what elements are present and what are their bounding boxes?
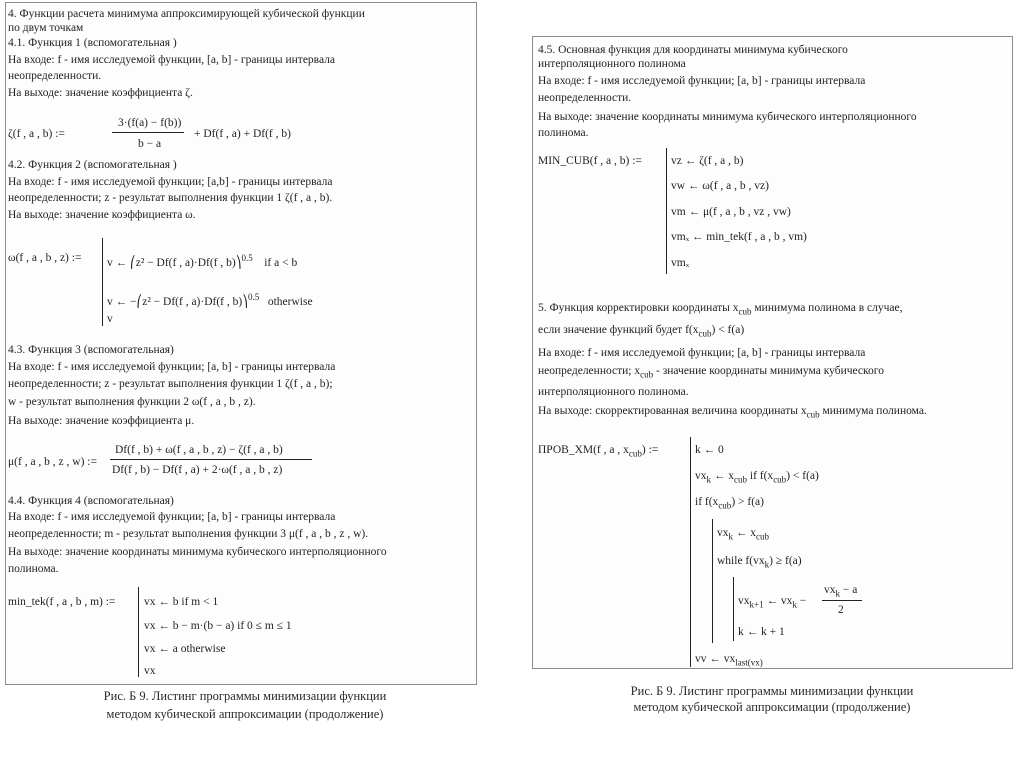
function6-row8 [695, 652, 763, 669]
function6-input-line2 [538, 364, 884, 381]
function2-row2-expr: v ← −⎛z² − Df(f , a)·Df(f , b)⎞ [107, 295, 248, 308]
function6-lhs-part1: ПРОВ_XM(f , a , x [538, 444, 629, 456]
function6-row2-sub3: cub [773, 474, 787, 485]
function5-output-line1: На выходе: значение координаты минимума кубического интерполяционного [538, 111, 917, 123]
function6-row1: k ← 0 [695, 444, 724, 456]
function6-row6-fraction-bar [822, 600, 862, 601]
function6-output-part1: На выходе: скорректированная величина координаты x [538, 405, 807, 417]
function6-lhs-part2: ) := [641, 444, 659, 456]
function6-input-part1: неопределенности; x [538, 365, 641, 377]
function6-row6-c: − [796, 595, 807, 607]
function6-row2-d: ) < f(a) [786, 470, 819, 482]
function5-output-line2: полинома. [538, 127, 589, 139]
function3-fraction-bar [110, 459, 312, 460]
function5-input-line2: неопределенности. [538, 92, 632, 104]
function2-row2 [107, 290, 313, 309]
function6-row8-a: vv ← vx [695, 653, 736, 665]
function3-title: 4.3. Функция 3 (вспомогательная) [8, 344, 174, 356]
function6-title-line2 [538, 323, 744, 340]
function6-row6-b: ← vx [763, 595, 793, 607]
function2-row3: v [107, 313, 113, 325]
function5-title-line1: 4.5. Основная функция для координаты минимума кубического [538, 44, 848, 56]
function5-row2: vw ← ω(f , a , b , vz) [671, 180, 769, 192]
function2-row1-expr: v ← ⎛z² − Df(f , a)·Df(f , b)⎞ [107, 256, 242, 269]
function1-output: На выходе: значение коэффициента ζ. [8, 87, 193, 99]
function5-program-bar [666, 148, 667, 274]
function6-output-part2: минимума полинома. [819, 405, 927, 417]
function6-row4 [717, 526, 769, 543]
function1-numerator: 3·(f(a) − f(b)) [118, 117, 182, 129]
function1-input-line2: неопределенности. [8, 70, 102, 82]
function6-row4-sub1: k [728, 531, 733, 542]
function6-row5 [717, 554, 802, 571]
function6-title-sub: cub [738, 306, 752, 317]
function3-input-line3: w - результат выполнения функции 2 ω(f , a , b , z). [8, 396, 256, 408]
function6-row2-sub2: cub [734, 474, 747, 485]
function6-if-bar [712, 519, 713, 643]
function3-lhs: μ(f , a , b , z , w) := [8, 456, 97, 468]
function6-row2-sub1: k [706, 474, 711, 485]
function6-input-line3: интерполяционного полинома. [538, 386, 689, 398]
function6-while-bar [733, 577, 734, 641]
left-caption-line2: методом кубической аппроксимации (продолжение) [106, 707, 384, 721]
function6-row6-numerator [824, 583, 857, 600]
function6-row6 [738, 594, 806, 611]
function1-denominator: b − a [138, 138, 162, 150]
function6-row2-b: ← x [711, 470, 734, 482]
right-caption-line2: методом кубической аппроксимации (продолжение) [633, 700, 911, 714]
function4-output-line1: На выходе: значение координаты минимума кубического интерполяционного [8, 546, 387, 558]
function6-output-sub: cub [806, 409, 820, 420]
right-caption-line1: Рис. Б 9. Листинг программы минимизации функции [630, 684, 914, 698]
function4-row2: vx ← b − m·(b − a) if 0 ≤ m ≤ 1 [144, 620, 292, 632]
function6-lhs-sub: cub [628, 448, 642, 459]
function6-row2-c: if f(x [747, 470, 774, 482]
function6-row3-a: if f(x [695, 496, 719, 508]
function6-row4-a: vx [717, 527, 729, 539]
function6-row5-a: while f(vx [717, 555, 765, 567]
function6-output [538, 404, 927, 421]
function4-input-line1: На входе: f - имя исследуемой функции; [a, b] - границы интервала [8, 511, 336, 523]
function2-row1 [107, 251, 297, 270]
function2-row1-exponent: 0.5 [241, 253, 253, 263]
function5-row4: vmₓ ← min_tek(f , a , b , vm) [671, 231, 807, 243]
function2-title: 4.2. Функция 2 (вспомогательная ) [8, 159, 177, 171]
function2-row2-exponent: 0.5 [247, 292, 260, 302]
function5-input-line1: На входе: f - имя исследуемой функции; [a, b] - границы интервала [538, 75, 866, 87]
function1-tail: + Df(f , a) + Df(f , b) [194, 128, 291, 140]
function4-row1: vx ← b if m < 1 [144, 596, 219, 608]
function4-title: 4.4. Функция 4 (вспомогательная) [8, 495, 174, 507]
function6-input-part2: - значение координаты минимума кубического [653, 365, 884, 377]
function6-title-part2: минимума полинома в случае, [751, 302, 903, 314]
function6-row6-sub2: k [792, 599, 797, 610]
section-heading-line1: 4. Функции расчета минимума аппроксимирующей кубической функции [8, 8, 365, 20]
function6-row6-num-sub: k [835, 588, 840, 599]
function6-cond-part2: ) < f(a) [711, 324, 745, 336]
function6-row6-sub1: k+1 [749, 599, 764, 610]
function6-row6-a: vx [738, 595, 750, 607]
function6-cond-sub: cub [698, 328, 712, 339]
function6-row3 [695, 495, 764, 512]
function3-output: На выходе: значение коэффициента μ. [8, 415, 195, 427]
function5-title-line2: интерполяционного полинома [538, 58, 686, 70]
function5-row1: vz ← ζ(f , a , b) [671, 155, 744, 167]
function2-output: На выходе: значение коэффициента ω. [8, 209, 196, 221]
function6-row5-b: ) ≥ f(a) [769, 555, 802, 567]
function4-program-bar [138, 587, 139, 677]
function6-row3-sub: cub [718, 500, 732, 511]
function6-row2-a: vx [695, 470, 707, 482]
function6-input-line1: На входе: f - имя исследуемой функции; [a, b] - границы интервала [538, 347, 866, 359]
function6-row2 [695, 469, 819, 486]
function2-row1-condition: if a < b [264, 256, 298, 269]
function4-row4: vx [144, 665, 156, 677]
function4-row3: vx ← a otherwise [144, 643, 226, 655]
function3-input-line1: На входе: f - имя исследуемой функции; [a, b] - границы интервала [8, 361, 336, 373]
function6-title-line1 [538, 301, 902, 318]
function4-input-line2: неопределенности; m - результат выполнения функции 3 μ(f , a , b , z , w). [8, 528, 369, 540]
function1-input-line1: На входе: f - имя исследуемой функции, [a, b] - границы интервала [8, 54, 336, 66]
function3-denominator: Df(f , b) − Df(f , a) + 2·ω(f , a , b , z) [112, 464, 283, 476]
function2-input-line1: На входе: f - имя исследуемой функции; [a,b] - границы интервала [8, 176, 333, 188]
function5-row5: vmₓ [671, 257, 690, 269]
function6-row4-b: ← x [733, 527, 756, 539]
function2-input-line2: неопределенности; z - результат выполнения функции 1 ζ(f , a , b). [8, 192, 333, 204]
function5-row3: vm ← μ(f , a , b , vz , vw) [671, 206, 791, 218]
function3-numerator: Df(f , b) + ω(f , a , b , z) − ζ(f , a , b) [115, 444, 283, 456]
function6-row3-b: ) > f(a) [731, 496, 764, 508]
function6-row6-denominator: 2 [838, 604, 844, 616]
function6-row7: k ← k + 1 [738, 626, 785, 638]
function6-program-bar [690, 437, 691, 667]
function6-lhs [538, 443, 658, 460]
function2-lhs: ω(f , a , b , z) := [8, 252, 82, 264]
function1-title: 4.1. Функция 1 (вспомогательная ) [8, 37, 177, 49]
function6-row8-sub: last(vx) [735, 657, 763, 668]
function4-output-line2: полинома. [8, 563, 59, 575]
function3-input-line2: неопределенности; z - результат выполнения функции 1 ζ(f , a , b); [8, 378, 333, 390]
function6-row6-num-a: vx [824, 584, 836, 596]
section-heading-line2: по двум точкам [8, 22, 84, 34]
function6-input-sub: cub [640, 369, 654, 380]
function6-row6-num-b: − a [840, 584, 858, 596]
function6-row5-sub: k [764, 559, 770, 570]
function4-lhs: min_tek(f , a , b , m) := [8, 596, 116, 608]
function6-row4-sub2: cub [756, 531, 769, 542]
function6-cond-part1: если значение функций будет f(x [538, 324, 699, 336]
function1-lhs: ζ(f , a , b) := [8, 128, 65, 140]
function6-title-part1: 5. Функция корректировки координаты x [538, 302, 739, 314]
function1-fraction-bar [112, 132, 184, 133]
function2-program-bar [102, 238, 103, 326]
function2-row2-condition: otherwise [267, 295, 313, 308]
left-caption-line1: Рис. Б 9. Листинг программы минимизации функции [103, 689, 387, 703]
function5-lhs: MIN_CUB(f , a , b) := [538, 155, 642, 167]
